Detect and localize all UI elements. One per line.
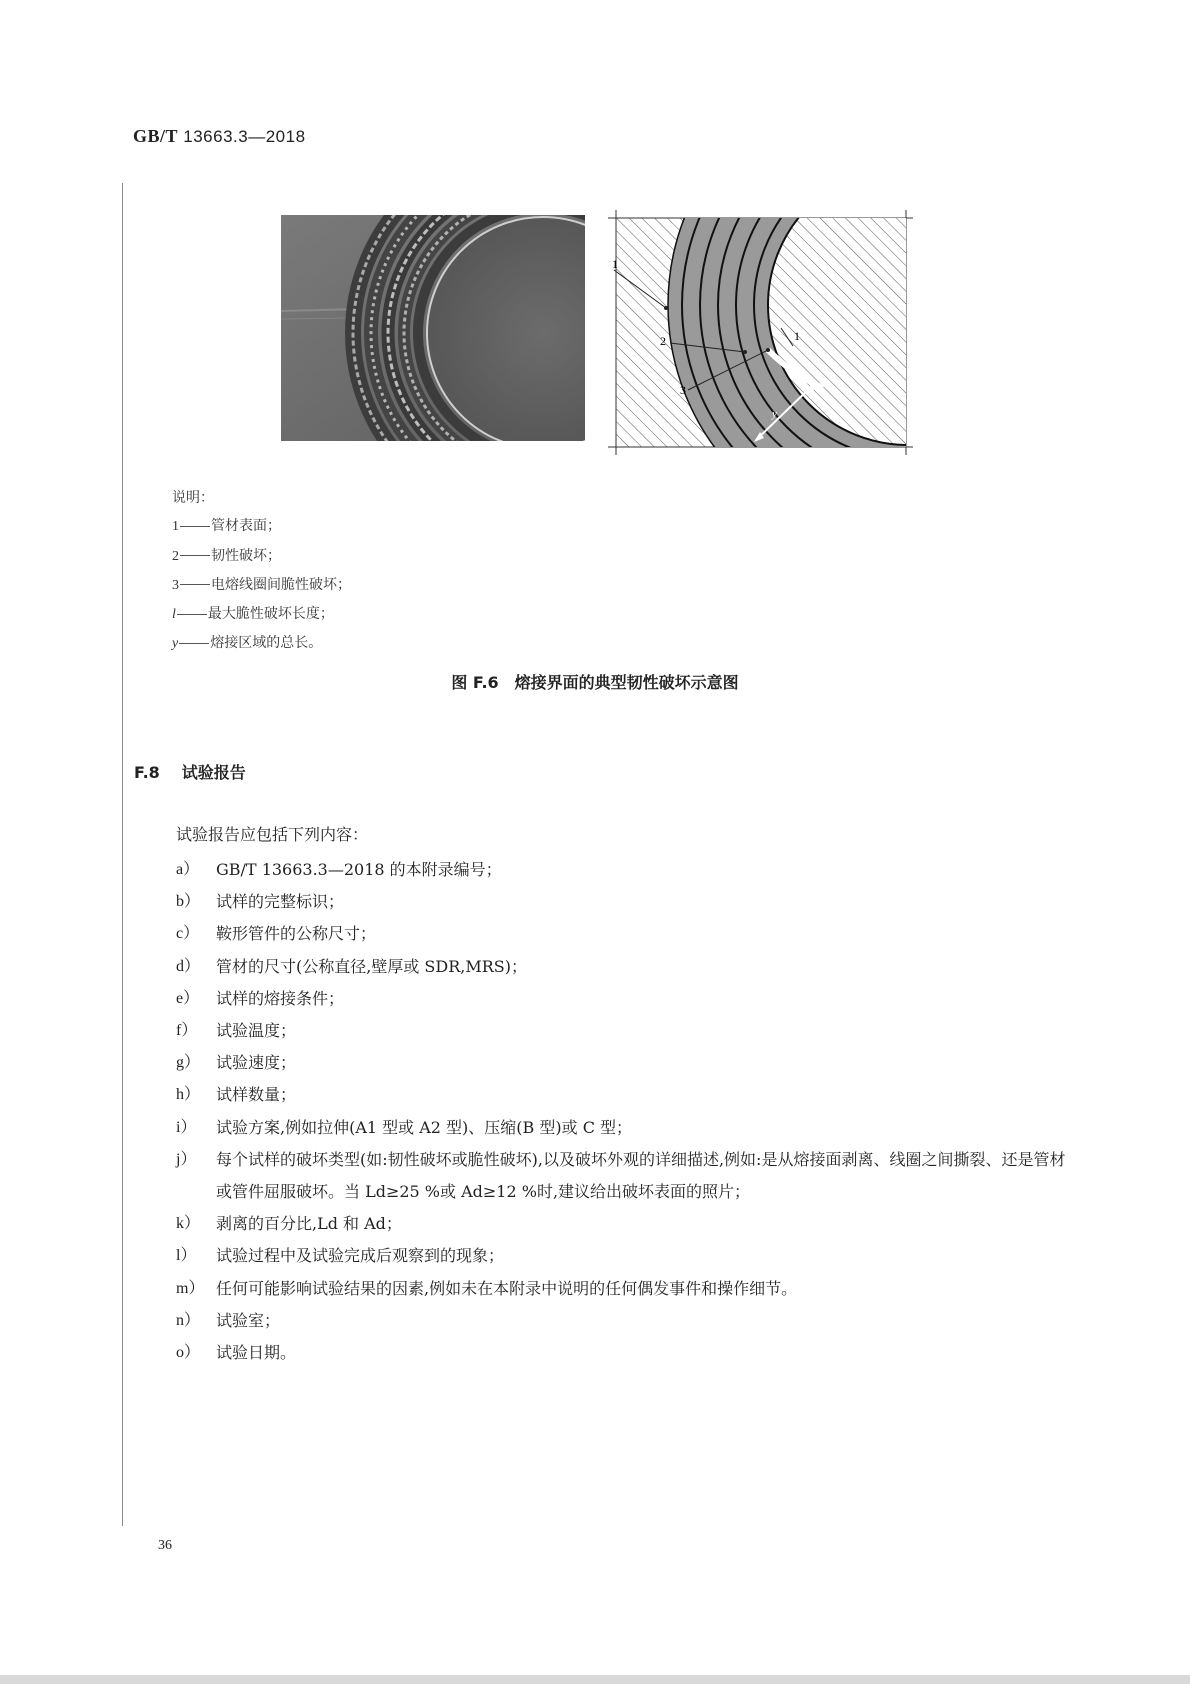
- list-item: n） 试验室；: [176, 1310, 281, 1330]
- legend-item: l 最大脆性破坏长度；: [172, 606, 334, 623]
- section-heading: [134, 760, 246, 783]
- list-item: a） GB/T 13663.3—2018 的本附录编号；: [176, 860, 502, 879]
- list-item: o） 试验日期。: [176, 1343, 297, 1363]
- list-item: i） 试验方案,例如拉伸(A1 型或 A2 型)、压缩(B 型)或 C 型；: [176, 1117, 633, 1137]
- legend-item: 3 电熔线圈间脆性破坏；: [172, 576, 351, 593]
- list-item: l） 试验过程中及试验完成后观察到的现象；: [176, 1246, 505, 1266]
- fracture-photo: [281, 215, 585, 441]
- list-item: k） 剥离的百分比,Ld 和 Ad；: [176, 1214, 402, 1234]
- section-title: 试验报告: [181, 763, 246, 782]
- binding-margin-line: [122, 183, 123, 1526]
- document-header: [133, 126, 306, 147]
- legend-item: y 熔接区域的总长。: [172, 635, 323, 652]
- list-item: e） 试样的熔接条件；: [176, 988, 345, 1008]
- list-item: f） 试验温度；: [176, 1021, 297, 1041]
- label-3: 3: [680, 383, 686, 397]
- report-items-list: [176, 854, 1066, 1369]
- standard-number: 13663.3—2018: [183, 127, 306, 146]
- list-item: g） 试验速度；: [176, 1053, 297, 1073]
- figure-legend: [172, 484, 351, 659]
- legend-title: 说明：: [172, 490, 214, 506]
- list-item: b） 试样的完整标识；: [176, 892, 345, 912]
- fracture-schematic: [608, 210, 918, 455]
- label-1: 1: [612, 257, 618, 271]
- list-item: d） 管材的尺寸(公称直径,壁厚或 SDR,MRS)；: [176, 956, 527, 976]
- label-2: 2: [660, 334, 666, 348]
- standard-prefix: GB/T: [133, 126, 179, 146]
- page-bottom-bar: [0, 1675, 1190, 1684]
- label-1-brittle: 1: [794, 329, 800, 343]
- intro-paragraph: 试验报告应包括下列内容：: [176, 825, 369, 844]
- legend-item: 1 管材表面；: [172, 518, 281, 535]
- legend-item: 2 韧性破坏；: [172, 547, 281, 564]
- list-item: j） 每个试样的破坏类型(如:韧性破坏或脆性破坏),以及破坏外观的详细描述,例如:是从熔接面剥离、线圈之间撕裂、还是管材或管件屈服破坏。当 Ld≥25 %或 Ad≥12 %时,建议给出破坏表面的照片；: [176, 1149, 1066, 1202]
- list-item: m） 任何可能影响试验结果的因素,例如未在本附录中说明的任何偶发事件和操作细节。: [176, 1278, 798, 1298]
- page-number: 36: [158, 1538, 172, 1553]
- figure-caption: 图 F.6 熔接界面的典型韧性破坏示意图: [451, 673, 739, 692]
- section-number: F.8: [134, 763, 160, 782]
- list-item: c） 鞍形管件的公称尺寸；: [176, 924, 377, 944]
- list-item: h） 试样数量；: [176, 1085, 297, 1105]
- label-y: y: [772, 408, 777, 420]
